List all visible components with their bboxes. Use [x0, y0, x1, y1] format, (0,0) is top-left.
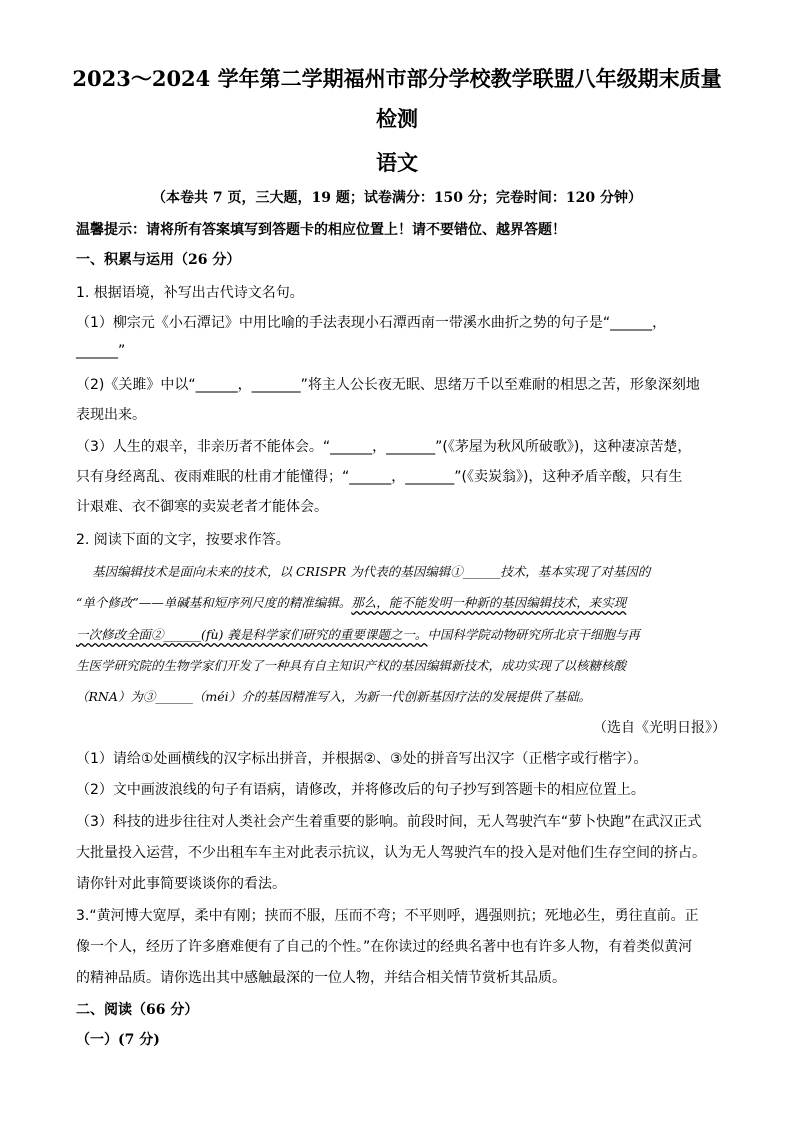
q3-line2: 像一个人，经历了许多磨难便有了自己的个性。”在你读过的经典名著中也有许多人物，有着类似黄河	[76, 939, 693, 955]
q2-sub3-line2: 大批量投入运营，不少出租车车主对此表示抗议，认为无人驾驶汽车的投入是对他们生存空间的挤占。	[76, 845, 706, 861]
q1-p3-line2: 只有身经离乱、夜雨难眠的杜甫才能懂得；“______，_______”(《卖炭翁》)，这种矛盾辛酸，只有生	[76, 469, 683, 485]
wavy-sentence-part1: 那么，能不能发明一种新的基因编辑技术，来实现	[351, 595, 627, 610]
q2-stem: 2. 阅读下面的文字，按要求作答。	[76, 532, 290, 548]
q2-sub2: （2）文中画波浪线的句子有语病，请修改，并将修改后的句子抄写到答题卡的相应位置上。	[76, 782, 645, 798]
section2-subheading: （一）(7 分)	[76, 1032, 160, 1048]
q2-sub3-line3: 请你针对此事简要谈谈你的看法。	[76, 876, 286, 892]
q2-passage-line2	[76, 593, 726, 613]
passage-text: 中国科学院动物研究所北京干细胞与再	[427, 627, 640, 642]
q1-p2-line2: 表现出来。	[76, 407, 146, 423]
section1-heading: 一、积累与运用（26 分）	[76, 252, 241, 268]
subject-title: 语文	[376, 150, 418, 175]
q2-source: （选自《光明日报》）	[593, 720, 726, 736]
q1-p2-line1: （2)《关雎》中以“______，_______”将主人公长夜无眠、思绪万千以至难耐的相思之苦，形象深刻地	[76, 377, 700, 393]
q3-line1: 3.“黄河博大宽厚，柔中有刚；挟而不服，压而不弯；不平则呼，遇强则抗；死地必生，勇往直前。正	[76, 908, 699, 924]
section2-heading: 二、阅读（66 分）	[76, 1002, 199, 1018]
q3-line3: 的精神品质。请你选出其中感触最深的一位人物，并结合相关情节赏析其品质。	[76, 970, 566, 986]
notice: 温馨提示：请将所有答案填写到答题卡的相应位置上！请不要错位、越界答题！	[76, 222, 566, 238]
q1-p3-line3: 计艰难、衣不御寒的卖炭老者才能体会。	[76, 499, 328, 515]
exam-title-line1: 2023～2024 学年第二学期福州市部分学校教学联盟八年级期末质量	[72, 66, 722, 91]
q2-sub3-line1: （3）科技的进步往往对人类社会产生着重要的影响。前段时间，无人驾驶汽车“萝卜快跑”在武汉正式	[76, 814, 702, 830]
q2-passage-line3	[76, 625, 726, 645]
exam-info: （本卷共 7 页，三大题，19 题；试卷满分：150 分；完卷时间：120 分钟）	[151, 190, 643, 206]
q1-p1-line1: （1）柳宗元《小石潭记》中用比喻的手法表现小石潭西南一带溪水曲折之势的句子是“______，	[76, 315, 667, 331]
q1-p1-line2: ______”	[76, 343, 126, 359]
q2-passage-line5: （RNA）为③______（méi）介的基因精准写入，为新一代创新基因疗法的发展提供了基础。	[76, 689, 592, 704]
q2-sub1: （1）请给①处画横线的汉字标出拼音，并根据②、③处的拼音写出汉字（正楷字或行楷字）。	[76, 751, 648, 767]
exam-title-line2: 检测	[376, 106, 418, 131]
q2-passage-line1: 基因编辑技术是面向未来的技术，以 CRISPR 为代表的基因编辑①______技术，基本实现了对基因的	[92, 564, 651, 579]
q1-p3-line1: （3）人生的艰辛，非亲历者不能体会。“______，_______”(《茅屋为秋风所破歌》)，这种凄凉苦楚，	[76, 439, 692, 455]
passage-text: “单个修改”——单碱基和短序列尺度的精准编辑。	[76, 595, 352, 610]
wavy-sentence-part2: 一次修改全面②______(fù) 義是科学家们研究的重要课题之一。	[76, 627, 428, 642]
q2-passage-line4: 生医学研究院的生物学家们开发了一种具有自主知识产权的基因编辑新技术，成功实现了以核糖核酸	[76, 658, 627, 673]
q1-stem: 1. 根据语境，补写出古代诗文名句。	[76, 285, 304, 301]
